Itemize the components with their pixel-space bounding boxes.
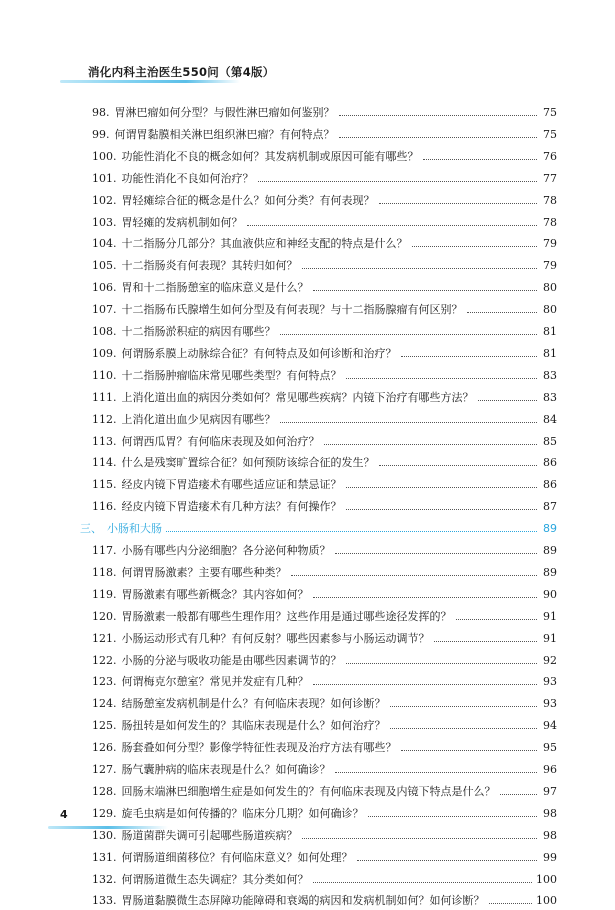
toc-entry-title: 肠套叠如何分型？影像学特征性表现及治疗方法有哪些？ <box>121 741 397 755</box>
dot-leader <box>390 705 538 707</box>
toc-entry-title: 胃和十二指肠憩室的临床意义是什么？ <box>121 281 309 295</box>
toc-entry[interactable] <box>92 257 557 275</box>
toc-entry[interactable] <box>92 411 557 429</box>
toc-entry-title: 回肠末端淋巴细胞增生症是如何发生的？有何临床表现及内镜下特点是什么？ <box>121 784 496 798</box>
toc-entry-page: 93 <box>543 697 557 711</box>
toc-entry-title: 何谓梅克尔憩室？常见并发症有几种？ <box>121 675 309 689</box>
toc-entry-page: 92 <box>543 653 557 667</box>
toc-entry-number: 122. <box>92 653 117 667</box>
dot-leader <box>313 683 538 685</box>
dot-leader <box>339 136 538 138</box>
toc-entry-page: 98 <box>543 806 557 820</box>
dot-leader <box>401 355 538 357</box>
toc-entry-number: 99. <box>92 127 110 141</box>
toc-entry-number: 118. <box>92 565 117 579</box>
toc-entry-title: 结肠憩室发病机制是什么？有何临床表现？如何诊断？ <box>121 697 386 711</box>
toc-entry-number: 108. <box>92 325 117 338</box>
toc-entry-title: 旋毛虫病是如何传播的？临床分几期？如何确诊？ <box>121 806 364 820</box>
toc-entry-number: 104. <box>92 237 117 251</box>
toc-entry-title: 经皮内镜下胃造瘘术有哪些适应证和禁忌证？ <box>121 478 342 492</box>
toc-entry-title: 上消化道出血的病因分类如何？常见哪些疾病？内镜下治疗有哪些方法？ <box>121 390 474 404</box>
toc-entry-title: 小肠运动形式有几种？有何反射？哪些因素参与小肠运动调节？ <box>121 631 430 645</box>
dot-leader <box>467 311 538 313</box>
toc-entry-page: 89 <box>543 544 557 557</box>
toc-entry-title: 胃轻瘫的发病机制如何？ <box>121 215 243 229</box>
toc-entry[interactable] <box>92 498 557 516</box>
dot-leader <box>324 443 538 445</box>
toc-entry-page: 99 <box>543 850 557 864</box>
toc-entry[interactable] <box>92 739 557 757</box>
dot-leader <box>379 464 538 466</box>
toc-entry-number: 125. <box>92 719 117 733</box>
toc-entry[interactable] <box>92 630 557 648</box>
toc-entry-number: 106. <box>92 281 117 295</box>
dot-leader <box>346 486 538 488</box>
toc-entry-title: 十二指肠炎有何表现？其转归如何？ <box>121 259 298 273</box>
toc-entry-number: 127. <box>92 763 117 776</box>
toc-entry-number: 128. <box>92 784 117 798</box>
toc-entry-page: 83 <box>543 390 557 404</box>
toc-entry[interactable] <box>92 433 557 451</box>
toc-entry[interactable] <box>92 454 557 472</box>
toc-entry-page: 78 <box>543 193 557 207</box>
page-header <box>0 0 615 92</box>
toc-entry-page: 81 <box>543 346 557 360</box>
toc-entry[interactable] <box>92 871 557 889</box>
toc-entry[interactable] <box>92 148 557 166</box>
toc-entry-title: 十二指肠淤积症的病因有哪些？ <box>121 325 276 338</box>
toc-entry[interactable] <box>92 126 557 144</box>
page-number: 4 <box>60 808 68 821</box>
toc-entry-number: 100. <box>92 149 117 163</box>
toc-entry-page: 81 <box>543 325 557 338</box>
footer-decor-line <box>48 826 168 829</box>
toc-entry[interactable] <box>92 673 557 691</box>
toc-entry[interactable] <box>92 170 557 188</box>
toc-entry[interactable] <box>92 235 557 253</box>
toc-entry-title: 上消化道出血少见病因有哪些？ <box>121 412 276 426</box>
toc-entry-number: 101. <box>92 171 117 185</box>
toc-entry-page: 95 <box>543 741 557 755</box>
toc-entry-title: 十二指肠分几部分？其血液供应和神经支配的特点是什么？ <box>121 237 408 251</box>
toc-entry-page: 86 <box>543 478 557 492</box>
toc-entry[interactable] <box>92 323 557 341</box>
dot-leader <box>434 640 538 642</box>
toc-entry-page: 89 <box>543 565 557 579</box>
dot-leader <box>166 530 537 532</box>
toc-entry-title: 小肠和大肠 <box>107 522 162 536</box>
toc-entry-page: 83 <box>543 368 557 382</box>
toc-entry-number: 110. <box>92 368 117 382</box>
toc-entry-page: 91 <box>543 631 557 645</box>
dot-leader <box>313 289 538 291</box>
toc-entry[interactable] <box>92 564 557 582</box>
toc-entry-title: 胃肠激素有哪些新概念？其内容如何？ <box>121 587 309 601</box>
toc-entry-number: 102. <box>92 193 117 207</box>
toc-entry-title: 肠扭转是如何发生的？其临床表现是什么？如何治疗？ <box>121 719 386 733</box>
dot-leader <box>280 421 538 423</box>
dot-leader <box>313 596 538 598</box>
toc-entry-title: 小肠有哪些内分泌细胞？各分泌何种物质？ <box>121 544 331 557</box>
toc-entry[interactable] <box>92 389 557 407</box>
toc-entry[interactable] <box>92 761 557 779</box>
dot-leader <box>280 333 538 335</box>
header-decor-line <box>60 80 240 83</box>
toc-entry-number: 三、 <box>80 522 102 536</box>
toc-entry[interactable] <box>92 476 557 494</box>
toc-entry-page: 80 <box>543 303 557 317</box>
dot-leader <box>390 727 538 729</box>
toc-entry[interactable] <box>92 652 557 670</box>
toc-entry-title: 小肠的分泌与吸收功能是由哪些因素调节的？ <box>121 653 342 667</box>
toc-entry[interactable] <box>92 367 557 385</box>
toc-entry-page: 78 <box>543 215 557 229</box>
toc-entry-number: 116. <box>92 500 117 514</box>
toc-entry[interactable] <box>92 805 557 823</box>
toc-entry-title: 何谓肠系膜上动脉综合征？有何特点及如何诊断和治疗？ <box>121 346 397 360</box>
toc-entry-title: 何谓肠道微生态失调症？其分类如何？ <box>121 872 309 886</box>
toc-entry-page: 80 <box>543 281 557 295</box>
dot-leader <box>456 618 538 620</box>
toc-entry-page: 89 <box>543 522 557 536</box>
toc-entry[interactable] <box>92 192 557 210</box>
dot-leader <box>291 574 538 576</box>
dot-leader <box>247 224 538 226</box>
dot-leader <box>302 267 538 269</box>
toc-entry[interactable] <box>92 717 557 735</box>
toc-entry-number: 105. <box>92 259 117 273</box>
toc-entry-page: 79 <box>543 237 557 251</box>
toc-entry-page: 93 <box>543 675 557 689</box>
dot-leader <box>339 114 538 116</box>
dot-leader <box>313 881 533 883</box>
dot-leader <box>335 552 538 554</box>
dot-leader <box>335 771 538 773</box>
dot-leader <box>357 859 538 861</box>
toc-entry-title: 十二指肠布氏腺增生如何分型及有何表现？与十二指肠腺瘤有何区别？ <box>121 303 463 317</box>
toc-entry-page: 90 <box>543 587 557 601</box>
toc-entry-number: 124. <box>92 697 117 711</box>
toc-entry-number: 133. <box>92 894 117 908</box>
toc-entry-page: 94 <box>543 719 557 733</box>
toc-entry-title: 经皮内镜下胃造瘘术有几种方法？有何操作？ <box>121 500 342 514</box>
toc-entry-title: 胃淋巴瘤如何分型？与假性淋巴瘤如何鉴别？ <box>114 106 335 119</box>
toc-entry[interactable] <box>92 892 557 910</box>
toc-entry-number: 123. <box>92 675 117 689</box>
toc-entry[interactable] <box>92 542 557 560</box>
book-title: 消化内科主治医生550问（第4版） <box>88 65 275 79</box>
toc-entry-page: 77 <box>543 171 557 185</box>
toc-entry[interactable] <box>92 608 557 626</box>
toc-entry[interactable] <box>92 214 557 232</box>
toc-entry-number: 132. <box>92 872 117 886</box>
toc-entry[interactable] <box>92 345 557 363</box>
toc-entry-title: 功能性消化不良的概念如何？其发病机制或原因可能有哪些？ <box>121 149 419 163</box>
toc-entry-page: 91 <box>543 609 557 623</box>
toc-entry[interactable] <box>92 279 557 297</box>
toc-entry-title: 胃肠道黏膜微生态屏障功能障碍和衰竭的病因和发病机制如何？如何诊断？ <box>121 894 485 908</box>
dot-leader <box>478 399 538 401</box>
dot-leader <box>258 180 538 182</box>
toc-entry-page: 97 <box>543 784 557 798</box>
dot-leader <box>379 202 538 204</box>
toc-entry-page: 75 <box>543 106 557 119</box>
dot-leader <box>500 793 538 795</box>
toc-entry-number: 129. <box>92 806 117 820</box>
toc-entry-number: 114. <box>92 456 117 470</box>
toc-entry-title: 何谓西瓜胃？有何临床表现及如何治疗？ <box>121 434 320 448</box>
toc-entry-page: 84 <box>543 412 557 426</box>
toc-entry-number: 126. <box>92 741 117 755</box>
dot-leader <box>401 749 538 751</box>
toc-entry-page: 87 <box>543 500 557 514</box>
toc-entry[interactable] <box>92 783 557 801</box>
toc-entry[interactable] <box>92 104 557 122</box>
dot-leader <box>423 158 538 160</box>
toc-entry[interactable] <box>92 586 557 604</box>
toc-entry-title: 肠气囊肿病的临床表现是什么？如何确诊？ <box>121 763 331 776</box>
toc-entry-number: 112. <box>92 412 117 426</box>
dot-leader <box>346 377 538 379</box>
toc-entry-title: 何谓胃黏膜相关淋巴组织淋巴瘤？有何特点？ <box>114 127 335 141</box>
toc-entry-number: 98. <box>92 106 110 119</box>
dot-leader <box>368 815 538 817</box>
toc-entry-number: 131. <box>92 850 117 864</box>
toc-entry-title: 何谓肠道细菌移位？有何临床意义？如何处理？ <box>121 850 353 864</box>
toc-entry[interactable] <box>92 849 557 867</box>
toc-entry-page: 96 <box>543 763 557 776</box>
toc-entry-number: 119. <box>92 587 117 601</box>
toc-entry-page: 76 <box>543 149 557 163</box>
toc-entry[interactable] <box>92 827 557 845</box>
dot-leader <box>302 837 538 839</box>
toc-entry-number: 103. <box>92 215 117 229</box>
dot-leader <box>489 902 533 904</box>
toc-entry-page: 79 <box>543 259 557 273</box>
toc-entry-title: 胃轻瘫综合征的概念是什么？如何分类？有何表现？ <box>121 193 375 207</box>
toc-entry-number: 115. <box>92 478 117 492</box>
toc-entry-page: 85 <box>543 434 557 448</box>
toc-entry-title: 功能性消化不良如何治疗？ <box>121 171 254 185</box>
toc-entry-title: 十二指肠肿瘤临床常见哪些类型？有何特点？ <box>121 368 342 382</box>
dot-leader <box>346 508 538 510</box>
dot-leader <box>412 245 538 247</box>
toc-entry[interactable] <box>92 301 557 319</box>
toc-entry-number: 117. <box>92 544 117 557</box>
toc-entry-page: 75 <box>543 127 557 141</box>
toc-entry-page: 100 <box>536 872 557 886</box>
dot-leader <box>346 662 538 664</box>
toc-entry-number: 109. <box>92 346 117 360</box>
toc-entry-page: 86 <box>543 456 557 470</box>
toc-entry-number: 113. <box>92 434 117 448</box>
toc-entry-number: 111. <box>92 390 117 404</box>
toc-entry-title: 肠道菌群失调可引起哪些肠道疾病？ <box>121 828 298 842</box>
toc-entry-number: 130. <box>92 828 117 842</box>
toc-entry-title: 胃肠激素一般都有哪些生理作用？这些作用是通过哪些途径发挥的？ <box>121 609 452 623</box>
toc-entry-number: 120. <box>92 609 117 623</box>
toc-entry-page: 100 <box>536 894 557 908</box>
toc-entry-title: 什么是残窦旷置综合征？如何预防该综合征的发生？ <box>121 456 375 470</box>
toc-entry[interactable] <box>92 695 557 713</box>
toc-entry-page: 98 <box>543 828 557 842</box>
toc-entry-title: 何谓胃肠激素？主要有哪些种类？ <box>121 565 287 579</box>
toc-section-heading[interactable] <box>80 520 557 538</box>
toc-entry-number: 107. <box>92 303 117 317</box>
toc-entry-number: 121. <box>92 631 117 645</box>
